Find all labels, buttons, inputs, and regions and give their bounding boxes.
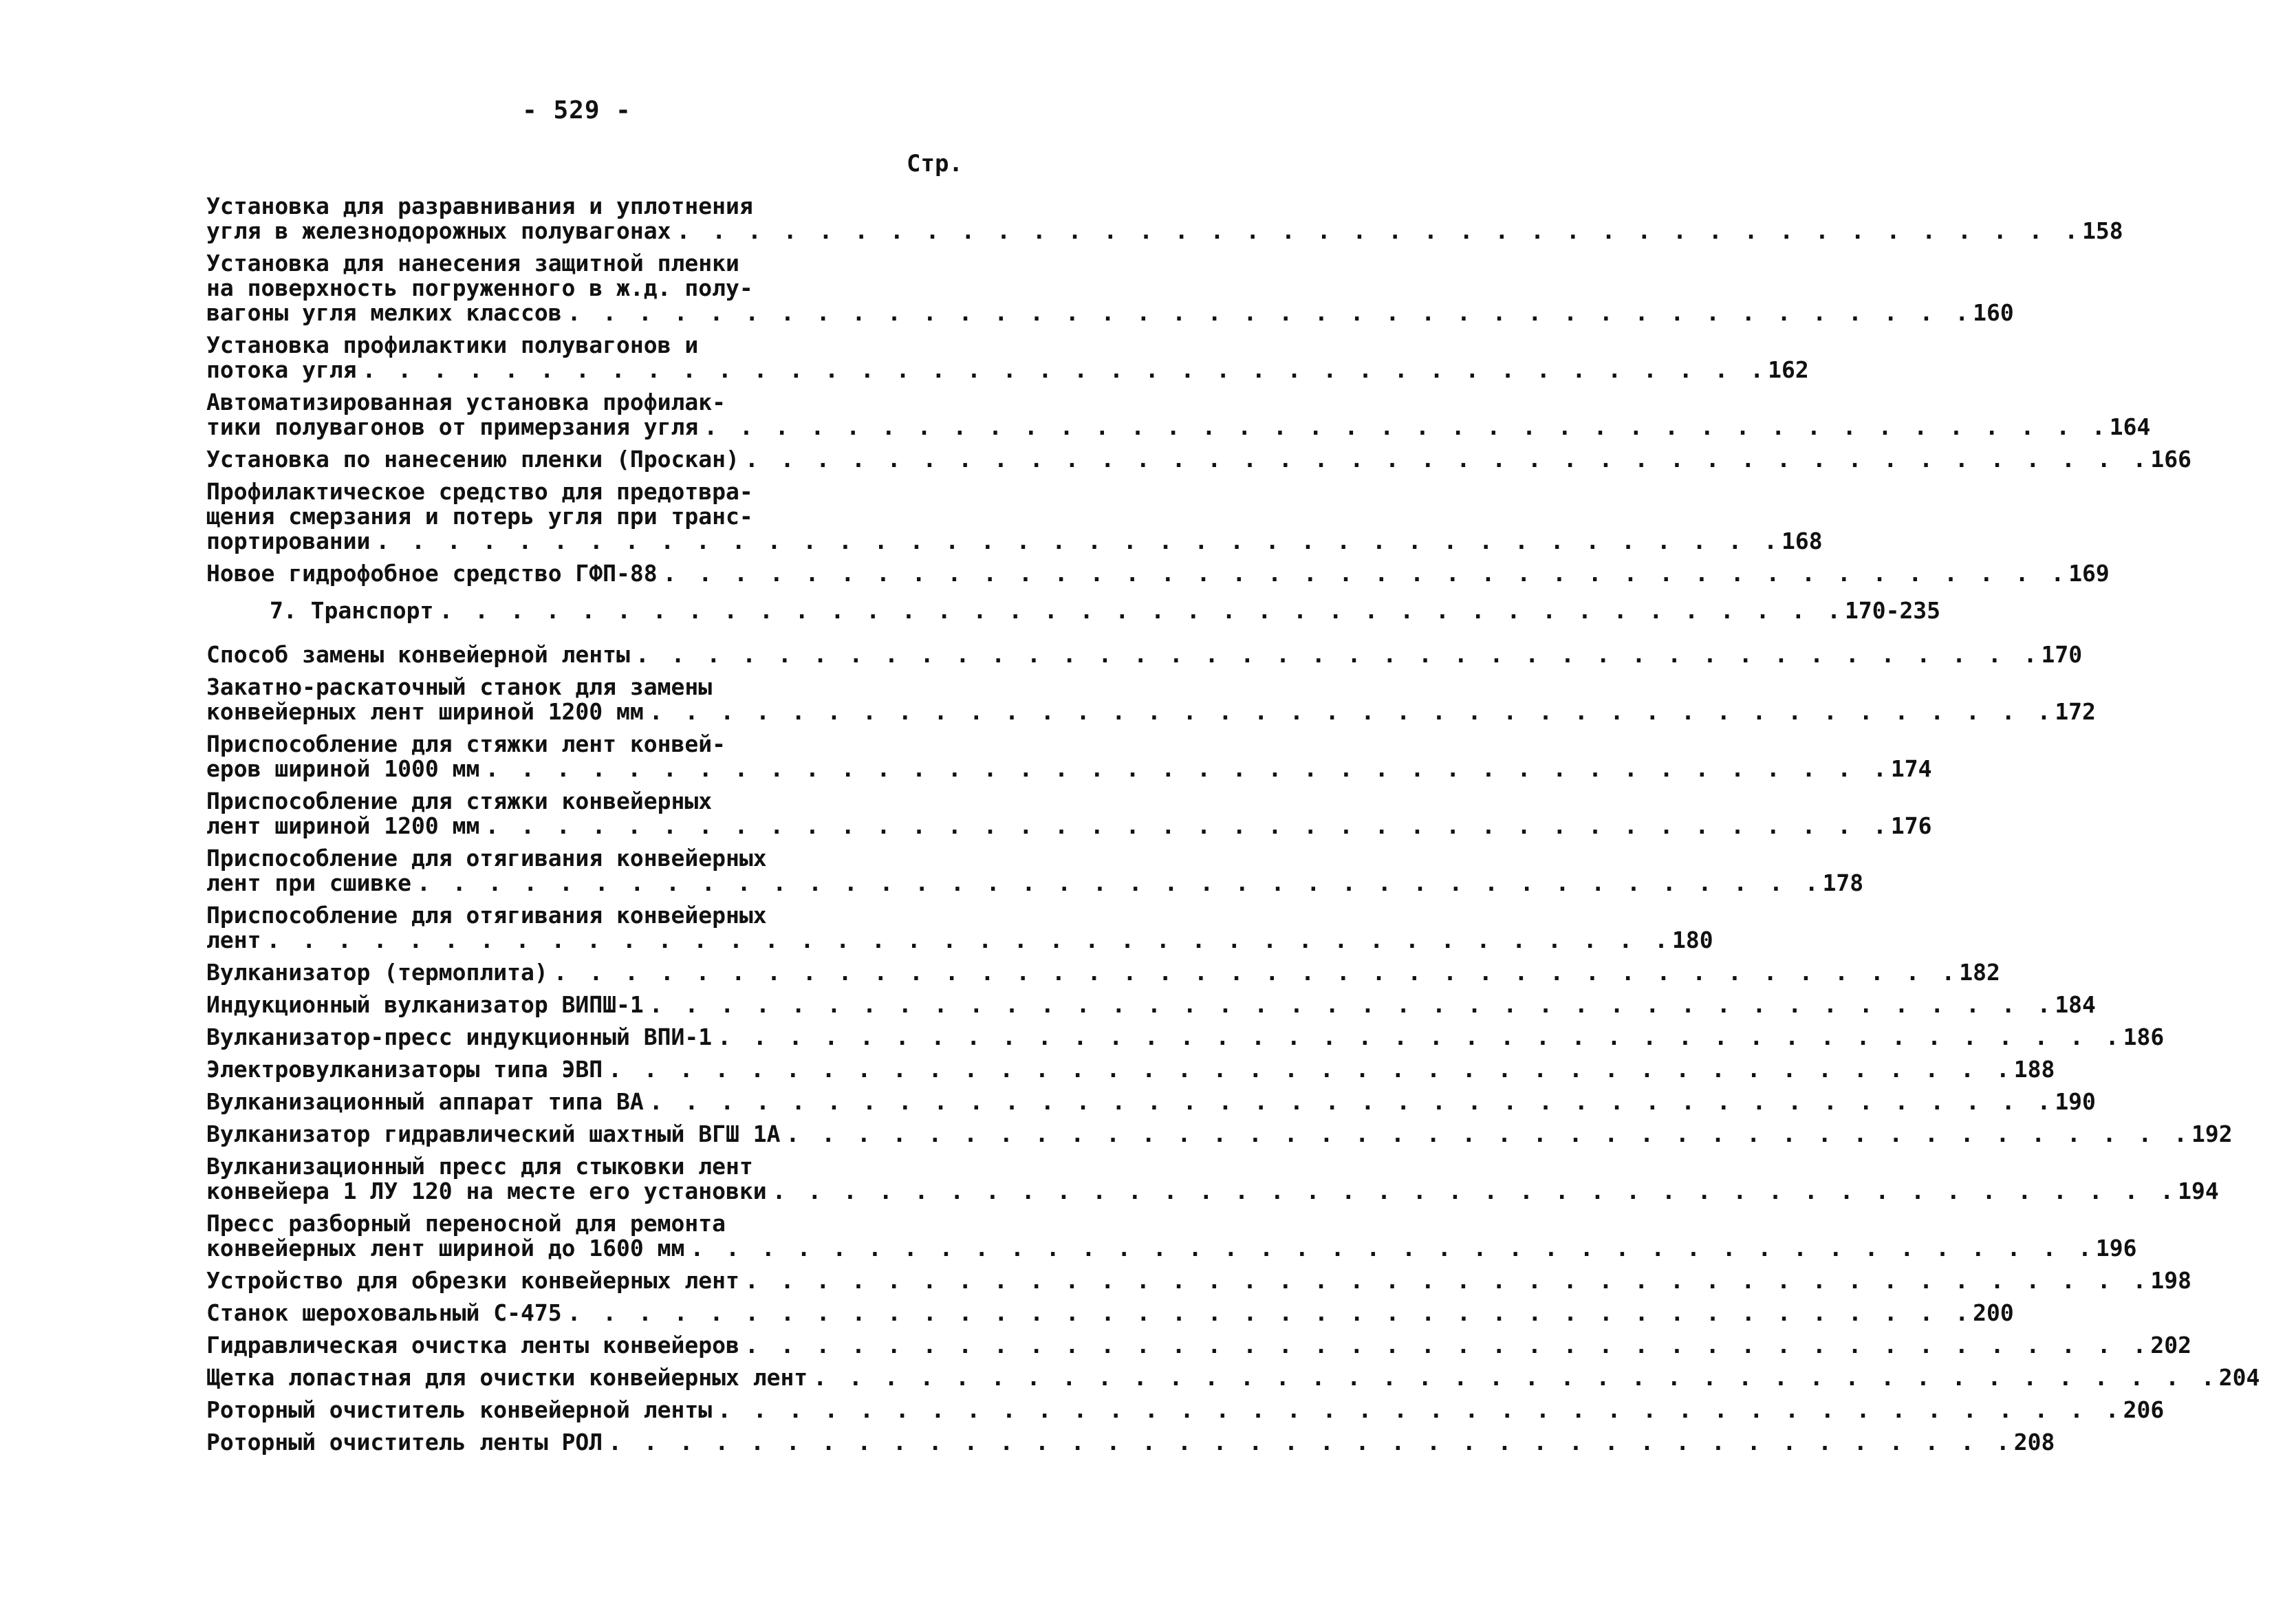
- dot-leader: . . . . . . . . . . . . . . . . . . . . . . . . . . . . . . . . . . . . . . . .: [649, 698, 2055, 725]
- toc-entry: [206, 1120, 2233, 1147]
- toc-entry: [206, 1153, 2219, 1204]
- toc-entry-page: 168: [1781, 528, 1823, 554]
- toc-entry: [206, 478, 1823, 554]
- toc-entry-title-line: Автоматизированная установка профилак-: [206, 389, 726, 415]
- toc-entry-title: конвейерных лент шириной до 1600 мм: [206, 1235, 685, 1262]
- toc-entry-last-line: [270, 597, 1941, 624]
- toc-entry-title: Станок шероховальный С-475: [206, 1299, 562, 1326]
- toc-entry-title: угля в железнодорожных полувагонах: [206, 217, 671, 244]
- dot-leader: . . . . . . . . . . . . . . . . . . . . . . . . . . . . . . . . . . . . . . . .: [704, 413, 2110, 440]
- toc-entry-title: лент шириной 1200 мм: [206, 812, 480, 839]
- toc-entry-last-line: [206, 1024, 2165, 1050]
- dot-leader: . . . . . . . . . . . . . . . . . . . . . . . . . . . . . . . . . . . . . . . .: [362, 356, 1768, 383]
- toc-entry-page: 202: [2150, 1332, 2191, 1358]
- toc-entry: [206, 1210, 2137, 1262]
- toc-entry-title-line: на поверхность погруженного в ж.д. полу-: [206, 274, 753, 301]
- toc-entry: [206, 1056, 2055, 1083]
- toc-entry-page: 170: [2041, 641, 2083, 668]
- toc-entry: [206, 560, 2110, 587]
- toc-entry-last-line: [206, 356, 1809, 383]
- toc-entry-title: Гидравлическая очистка ленты конвейеров: [206, 1332, 739, 1358]
- toc-entry-title: конвейерных лент шириной 1200 мм: [206, 698, 644, 725]
- toc-entry-title: 7. Транспорт: [270, 597, 434, 624]
- dot-leader: . . . . . . . . . . . . . . . . . . . . . . . . . . . . . . . . . . . . . . . .: [690, 1235, 2096, 1262]
- dot-leader: . . . . . . . . . . . . . . . . . . . . . . . . . . . . . . . . . . . . . . . .: [744, 1332, 2151, 1358]
- toc-entry-title: Вулканизатор (термоплита): [206, 959, 548, 986]
- dot-leader: . . . . . . . . . . . . . . . . . . . . . . . . . . . . . . . . . . . . . . . .: [439, 597, 1845, 624]
- toc-entry-page: 190: [2055, 1088, 2096, 1115]
- toc-entry: [206, 1267, 2191, 1294]
- toc-entry-title-line: Приспособление для отягивания конвейерных: [206, 845, 767, 871]
- dot-leader: . . . . . . . . . . . . . . . . . . . . . . . . . . . . . . . . . . . . . . . .: [635, 641, 2042, 668]
- toc-entry-last-line: [206, 1178, 2219, 1204]
- toc-entry: [206, 250, 2014, 326]
- toc-entry-title: Роторный очиститель ленты РОЛ: [206, 1429, 603, 1455]
- toc-entry-page: 174: [1890, 755, 1932, 782]
- toc-entry-page: 158: [2082, 217, 2123, 244]
- dot-leader: . . . . . . . . . . . . . . . . . . . . . . . . . . . . . . . . . . . . . . . .: [813, 1364, 2219, 1391]
- toc-entry: [206, 673, 2096, 725]
- toc-entry-last-line: [206, 1429, 2055, 1455]
- toc-entry-title: Роторный очиститель конвейерной ленты: [206, 1396, 713, 1423]
- toc-entry-page: 192: [2191, 1120, 2233, 1147]
- toc-entry-page: 206: [2123, 1396, 2165, 1423]
- toc-entry-last-line: [206, 1267, 2191, 1294]
- toc-entry: [206, 193, 2123, 244]
- toc-entry-last-line: [206, 560, 2110, 587]
- toc-entry: [206, 788, 1932, 839]
- toc-entry-last-line: [206, 217, 2123, 244]
- toc-entry-title: портировании: [206, 528, 371, 554]
- toc-entry-title: Вулканизационный аппарат типа ВА: [206, 1088, 644, 1115]
- toc-entry: [206, 446, 2191, 473]
- toc-entry-page: 182: [1959, 959, 2000, 986]
- dot-leader: . . . . . . . . . . . . . . . . . . . . . . . . . . . . . . . . . . . . . . . .: [485, 812, 1891, 839]
- toc-entry-title-line: Профилактическое средство для предотвра-: [206, 478, 753, 505]
- dot-leader: . . . . . . . . . . . . . . . . . . . . . . . . . . . . . . . . . . . . . . . .: [266, 927, 1673, 953]
- toc-entry: [206, 902, 1713, 953]
- toc-entry-page: 178: [1822, 869, 1864, 896]
- toc-entry-page: 186: [2123, 1024, 2165, 1050]
- toc-entry-page: 200: [1973, 1299, 2014, 1326]
- toc-entry-title: Установка по нанесению пленки (Проскан): [206, 446, 739, 473]
- dot-leader: . . . . . . . . . . . . . . . . . . . . . . . . . . . . . . . . . . . . . . . .: [376, 528, 1782, 554]
- toc-entry-title: вагоны угля мелких классов: [206, 299, 562, 326]
- dot-leader: . . . . . . . . . . . . . . . . . . . . . . . . . . . . . . . . . . . . . . . .: [717, 1024, 2123, 1050]
- dot-leader: . . . . . . . . . . . . . . . . . . . . . . . . . . . . . . . . . . . . . . . .: [485, 755, 1891, 782]
- toc-entry-last-line: [206, 1235, 2137, 1262]
- toc-entry-last-line: [206, 446, 2191, 473]
- toc-entry-title-line: Установка профилактики полувагонов и: [206, 332, 699, 358]
- toc-entry-last-line: [206, 812, 1932, 839]
- dot-leader: . . . . . . . . . . . . . . . . . . . . . . . . . . . . . . . . . . . . . . . .: [608, 1429, 2014, 1455]
- toc-entry-last-line: [206, 1056, 2055, 1083]
- toc-entry-last-line: [206, 991, 2096, 1018]
- toc-entry-title-line: Закатно-раскаточный станок для замены: [206, 673, 713, 700]
- toc-entry: [206, 1332, 2191, 1358]
- toc-entry-last-line: [206, 528, 1823, 554]
- dot-leader: . . . . . . . . . . . . . . . . . . . . . . . . . . . . . . . . . . . . . . . .: [662, 560, 2069, 587]
- toc-entry-title: Вулканизатор-пресс индукционный ВПИ-1: [206, 1024, 713, 1050]
- toc-entry: [206, 845, 1864, 896]
- toc-entry: [206, 1396, 2165, 1423]
- toc-entry-page: 204: [2218, 1364, 2260, 1391]
- dot-leader: . . . . . . . . . . . . . . . . . . . . . . . . . . . . . . . . . . . . . . . .: [744, 1267, 2151, 1294]
- toc-entry-title: Новое гидрофобное средство ГФП-88: [206, 560, 658, 587]
- dot-leader: . . . . . . . . . . . . . . . . . . . . . . . . . . . . . . . . . . . . . . . .: [567, 299, 1973, 326]
- toc-entry-title: Устройство для обрезки конвейерных лент: [206, 1267, 739, 1294]
- toc-entry-title-line: Установка для нанесения защитной пленки: [206, 250, 739, 277]
- toc-entry-title: тики полувагонов от примерзания угля: [206, 413, 699, 440]
- toc-entry-last-line: [206, 1332, 2191, 1358]
- toc-entry: [206, 959, 2000, 986]
- toc-entry-page: 194: [2178, 1178, 2219, 1204]
- toc-entry-last-line: [206, 1088, 2096, 1115]
- dot-leader: . . . . . . . . . . . . . . . . . . . . . . . . . . . . . . . . . . . . . . . .: [567, 1299, 1973, 1326]
- toc-entry-last-line: [206, 1299, 2014, 1326]
- dot-leader: . . . . . . . . . . . . . . . . . . . . . . . . . . . . . . . . . . . . . . . .: [649, 1088, 2055, 1115]
- toc-entry-last-line: [206, 927, 1713, 953]
- toc-entry-title-line: щения смерзания и потерь угля при транс-: [206, 503, 753, 530]
- table-of-contents: [206, 193, 2260, 1462]
- toc-entry: [206, 389, 2151, 440]
- toc-entry-page: 198: [2150, 1267, 2191, 1294]
- toc-entry-page: 164: [2109, 413, 2151, 440]
- toc-entry: [206, 1299, 2014, 1326]
- toc-entry-last-line: [206, 1364, 2260, 1391]
- toc-entry: [206, 1429, 2055, 1455]
- toc-entry-last-line: [206, 641, 2083, 668]
- toc-entry: [206, 1364, 2260, 1391]
- toc-entry-title-line: Установка для разравнивания и уплотнения: [206, 193, 753, 219]
- dot-leader: . . . . . . . . . . . . . . . . . . . . . . . . . . . . . . . . . . . . . . . .: [553, 959, 1960, 986]
- toc-entry-page: 208: [2013, 1429, 2055, 1455]
- toc-entry-page: 162: [1768, 356, 1809, 383]
- toc-entry: [206, 991, 2096, 1018]
- toc-entry-title-line: Вулканизационный пресс для стыковки лент: [206, 1153, 753, 1180]
- dot-leader: . . . . . . . . . . . . . . . . . . . . . . . . . . . . . . . . . . . . . . . .: [676, 217, 2083, 244]
- toc-entry-title: лент: [206, 927, 261, 953]
- toc-entry-page: 180: [1672, 927, 1713, 953]
- toc-entry: [206, 641, 2083, 668]
- toc-entry-title: Индукционный вулканизатор ВИПШ-1: [206, 991, 644, 1018]
- toc-entry-page: 160: [1973, 299, 2014, 326]
- toc-entry: [206, 730, 1932, 782]
- dot-leader: . . . . . . . . . . . . . . . . . . . . . . . . . . . . . . . . . . . . . . . .: [649, 991, 2055, 1018]
- dot-leader: . . . . . . . . . . . . . . . . . . . . . . . . . . . . . . . . . . . . . . . .: [786, 1120, 2191, 1147]
- toc-entry-page: 172: [2055, 698, 2096, 725]
- toc-entry-last-line: [206, 698, 2096, 725]
- toc-entry-page: 188: [2013, 1056, 2055, 1083]
- toc-entry: [206, 1088, 2096, 1115]
- toc-entry: [206, 332, 1809, 383]
- toc-entry-title: конвейера 1 ЛУ 120 на месте его установки: [206, 1178, 767, 1204]
- toc-entry-page: 184: [2055, 991, 2096, 1018]
- toc-entry-last-line: [206, 1396, 2165, 1423]
- dot-leader: . . . . . . . . . . . . . . . . . . . . . . . . . . . . . . . . . . . . . . . .: [717, 1396, 2123, 1423]
- toc-entry-last-line: [206, 869, 1864, 896]
- toc-entry: [206, 1024, 2165, 1050]
- dot-leader: . . . . . . . . . . . . . . . . . . . . . . . . . . . . . . . . . . . . . . . .: [417, 869, 1823, 896]
- toc-entry-title: Щетка лопастная для очистки конвейерных лент: [206, 1364, 808, 1391]
- toc-entry-title: Вулканизатор гидравлический шахтный ВГШ 1А: [206, 1120, 781, 1147]
- toc-entry-title-line: Пресс разборный переносной для ремонта: [206, 1210, 726, 1237]
- toc-entry-last-line: [206, 959, 2000, 986]
- dot-leader: . . . . . . . . . . . . . . . . . . . . . . . . . . . . . . . . . . . . . . . .: [608, 1056, 2014, 1083]
- page-column-label: Стр.: [907, 150, 963, 177]
- toc-entry-page: 170-235: [1844, 597, 1941, 624]
- toc-entry-title-line: Приспособление для отягивания конвейерных: [206, 902, 767, 929]
- dot-leader: . . . . . . . . . . . . . . . . . . . . . . . . . . . . . . . . . . . . . . . .: [772, 1178, 2178, 1204]
- toc-entry-last-line: [206, 1120, 2233, 1147]
- toc-entry-page: 196: [2095, 1235, 2137, 1262]
- toc-entry-last-line: [206, 299, 2014, 326]
- toc-entry-title: Электровулканизаторы типа ЭВП: [206, 1056, 603, 1083]
- section-heading: [206, 597, 1941, 624]
- toc-entry-last-line: [206, 413, 2151, 440]
- toc-entry-page: 176: [1890, 812, 1932, 839]
- toc-entry-title: потока угля: [206, 356, 357, 383]
- toc-entry-title-line: Приспособление для стяжки лент конвей-: [206, 730, 726, 757]
- toc-entry-last-line: [206, 755, 1932, 782]
- dot-leader: . . . . . . . . . . . . . . . . . . . . . . . . . . . . . . . . . . . . . . . .: [744, 446, 2151, 473]
- toc-entry-title: лент при сшивке: [206, 869, 412, 896]
- toc-entry-page: 166: [2150, 446, 2191, 473]
- toc-entry-title: Способ замены конвейерной ленты: [206, 641, 630, 668]
- toc-entry-title: еров шириной 1000 мм: [206, 755, 480, 782]
- toc-entry-title-line: Приспособление для стяжки конвейерных: [206, 788, 713, 814]
- toc-entry-page: 169: [2068, 560, 2110, 587]
- page-number: - 529 -: [522, 96, 631, 124]
